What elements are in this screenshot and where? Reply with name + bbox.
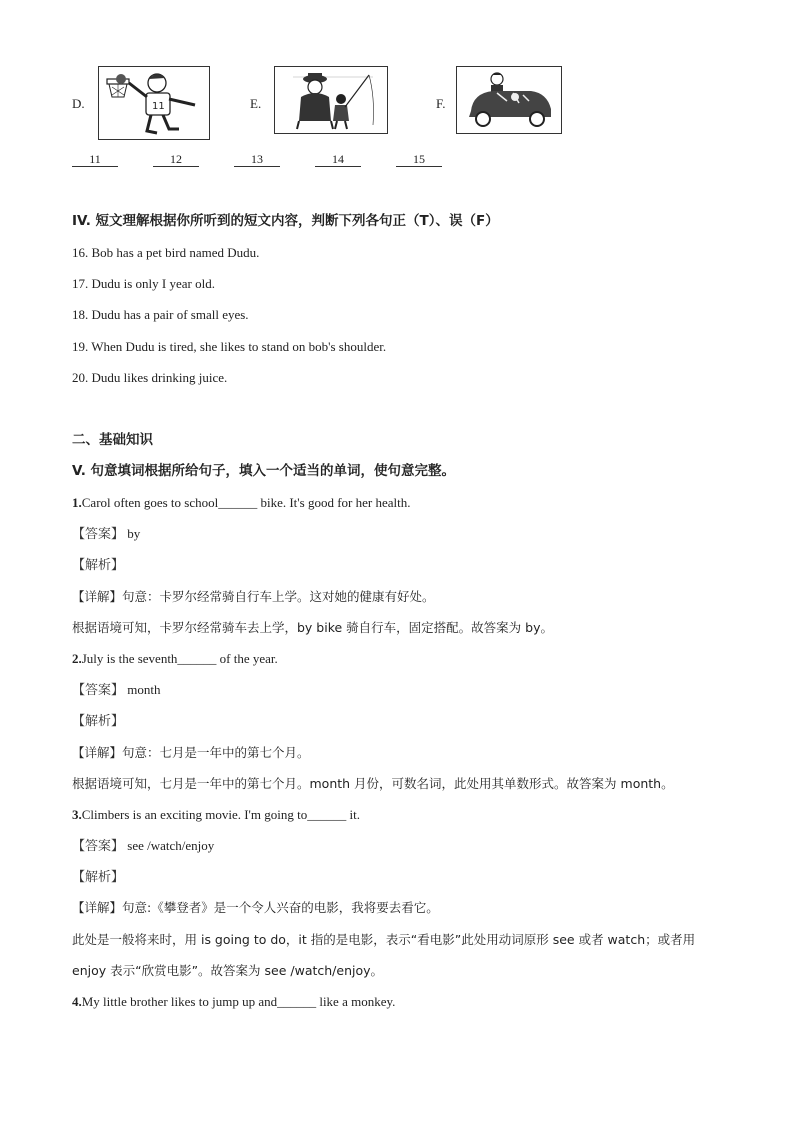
analysis-label-2	[72, 712, 754, 731]
answer-line-1	[72, 525, 754, 544]
statement-17: 17. Dudu is only I year old.	[72, 276, 215, 291]
analysis-label: 【解析】	[72, 870, 125, 885]
explain-line-3b: enjoy 表示“欣赏电影”。故答案为 see /watch/enjoy。	[72, 963, 384, 978]
question-1	[72, 494, 754, 512]
answer-blank[interactable]: 12	[153, 152, 199, 167]
statement-19: 19. When Dudu is tired, she likes to stand on bob's shoulder.	[72, 339, 387, 354]
answer-blank[interactable]: 14	[315, 152, 361, 167]
detail-text: 句意：七月是一年中的第七个月。	[122, 745, 310, 760]
explain-line-1: 根据语境可知，卡罗尔经常骑车去上学，by bike 骑自行车，固定搭配。故答案为 by。	[72, 620, 553, 635]
picture-letter: E.	[250, 96, 262, 111]
answer-value: month	[127, 682, 161, 697]
answer-label: 【答案】	[72, 839, 125, 854]
question-text: Climbers is an exciting movie. I'm going to______ it.	[81, 807, 360, 822]
analysis-label: 【解析】	[72, 558, 125, 573]
analysis-label-3	[72, 868, 754, 887]
answer-line-3	[72, 837, 754, 856]
question-3	[72, 806, 754, 824]
detail-line-3	[72, 899, 754, 917]
detail-text: 句意：卡罗尔经常骑自行车上学。这对她的健康有好处。	[122, 589, 435, 604]
svg-text:11: 11	[152, 101, 165, 112]
part4-title: IV. 短文理解根据你所听到的短文内容，判断下列各句正（T）、误（F）	[72, 213, 499, 229]
answer-label: 【答案】	[72, 683, 125, 698]
statement-20: 20. Dudu likes drinking juice.	[72, 370, 228, 385]
statement-16: 16. Bob has a pet bird named Dudu.	[72, 245, 260, 260]
detail-label: 【详解】	[72, 900, 123, 915]
explain-line-2: 根据语境可知，七月是一年中的第七个月。month 月份，可数名词，此处用其单数形式。故答案为 month。	[72, 776, 674, 791]
car-picture	[456, 66, 562, 134]
fishing-family-picture	[274, 66, 388, 134]
answer-blanks	[72, 152, 472, 170]
question-2	[72, 650, 754, 668]
analysis-label-1	[72, 556, 754, 575]
analysis-label: 【解析】	[72, 714, 125, 729]
detail-line-2	[72, 744, 754, 762]
picture-row	[72, 66, 592, 140]
picture-letter: D.	[72, 96, 85, 111]
question-number: 2.	[72, 651, 82, 666]
detail-label: 【详解】	[72, 745, 123, 760]
answer-value: see /watch/enjoy	[127, 838, 215, 853]
detail-label: 【详解】	[72, 589, 123, 604]
answer-blank[interactable]: 13	[234, 152, 280, 167]
answer-blank[interactable]: 15	[396, 152, 442, 167]
statement-18: 18. Dudu has a pair of small eyes.	[72, 307, 249, 322]
answer-value: by	[127, 526, 141, 541]
explain-line-3a: 此处是一般将来时，用 is going to do，it 指的是电影，表示“看电影”此处用动词原形 see 或者 watch；或者用	[72, 932, 696, 947]
question-number: 4.	[72, 994, 82, 1009]
question-text: My little brother likes to jump up and______ like a monkey.	[81, 994, 396, 1009]
question-number: 3.	[72, 807, 82, 822]
question-text: July is the seventh______ of the year.	[81, 651, 278, 666]
picture-item-d	[72, 66, 212, 140]
answer-blank[interactable]: 11	[72, 152, 118, 167]
picture-letter: F.	[436, 96, 446, 111]
section2-title: 二、基础知识	[72, 432, 153, 448]
question-4	[72, 993, 754, 1011]
picture-item-f	[436, 66, 596, 140]
answer-label: 【答案】	[72, 527, 125, 542]
basketball-player-picture	[98, 66, 210, 140]
detail-line-1	[72, 588, 754, 606]
question-text: Carol often goes to school______ bike. It's good for her health.	[81, 495, 411, 510]
detail-text: 句意:《攀登者》是一个令人兴奋的电影，我将要去看它。	[122, 900, 439, 915]
question-number: 1.	[72, 495, 82, 510]
answer-line-2	[72, 681, 754, 700]
part5-title: V. 句意填词根据所给句子，填入一个适当的单词，使句意完整。	[72, 463, 456, 479]
picture-item-e	[250, 66, 420, 140]
